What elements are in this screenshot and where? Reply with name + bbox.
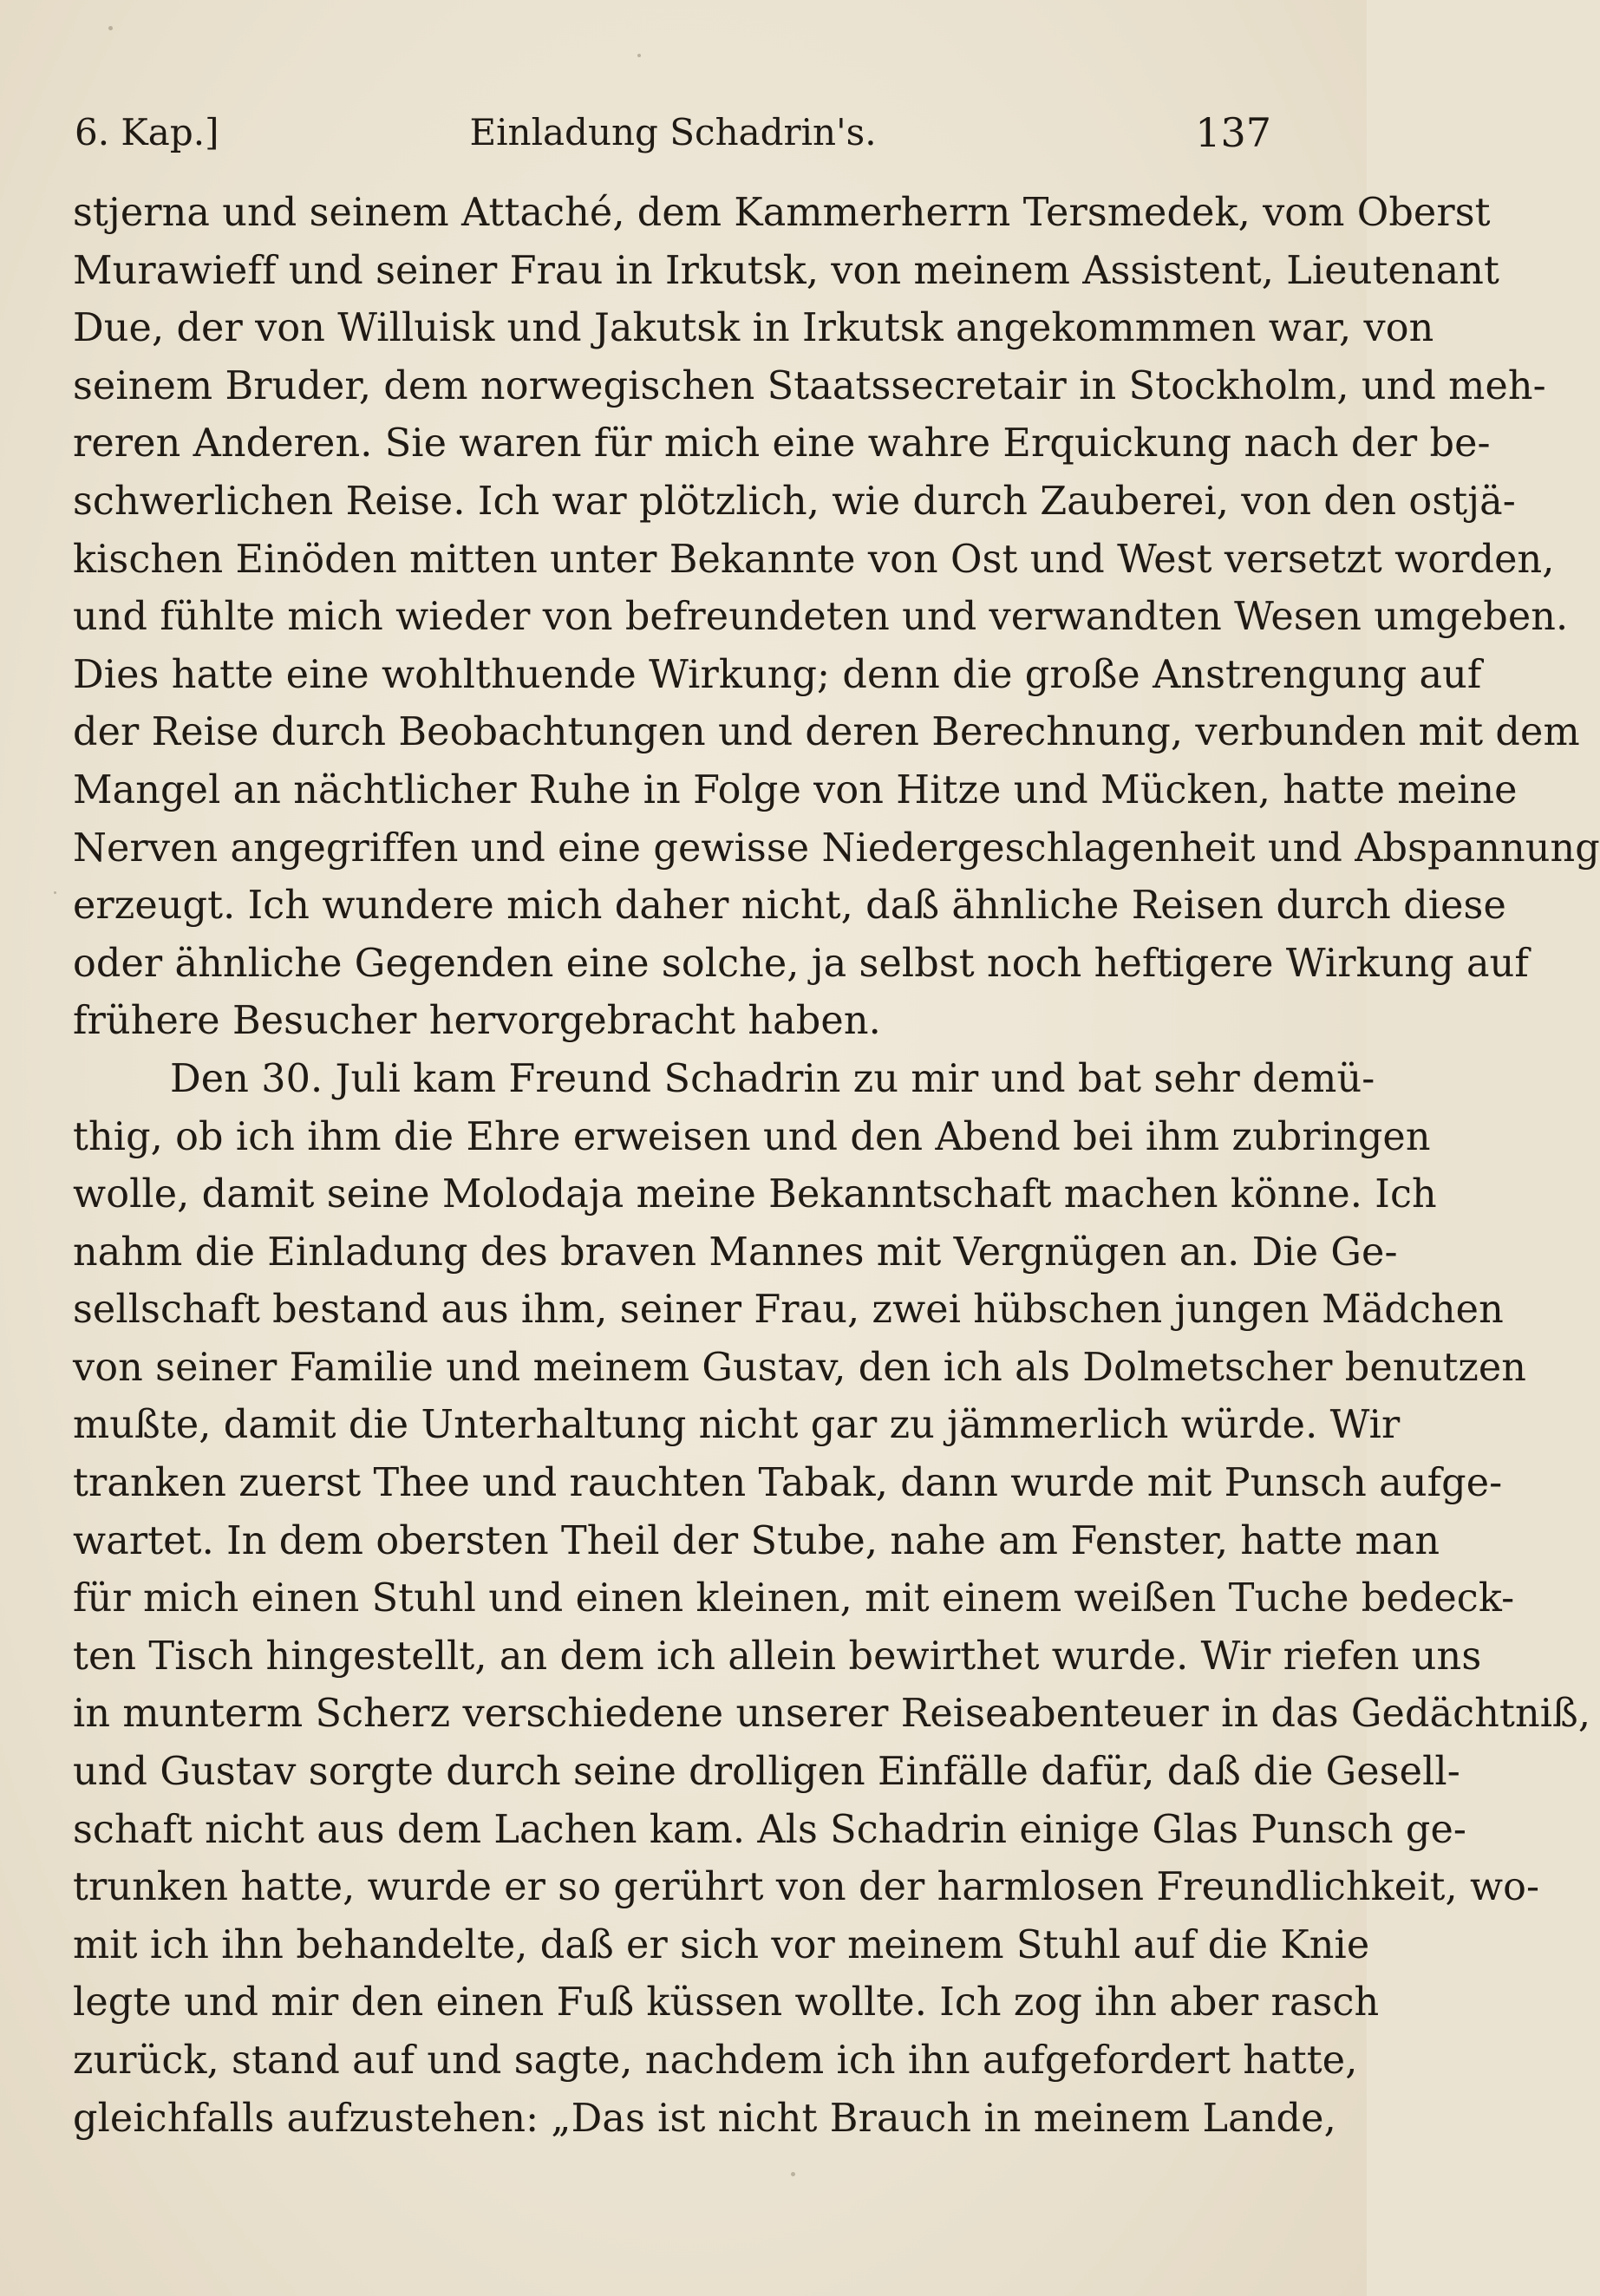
text-line: für mich einen Stuhl und einen kleinen, mit einem weißen Tuche bedeck- xyxy=(73,1576,1515,1621)
text-line: der Reise durch Beobachtungen und deren Berechnung, verbunden mit dem xyxy=(73,710,1580,755)
text-line: von seiner Familie und meinem Gustav, den ich als Dolmetscher benutzen xyxy=(73,1345,1527,1390)
text-line: seinem Bruder, dem norwegischen Staatssecretair in Stockholm, und meh- xyxy=(73,363,1546,408)
running-title: Einladung Schadrin's. xyxy=(469,111,877,153)
text-line: oder ähnliche Gegenden eine solche, ja selbst noch heftigere Wirkung auf xyxy=(73,941,1529,986)
text-line: Nerven angegriffen und eine gewisse Niedergeschlagenheit und Abspannung xyxy=(73,825,1600,871)
text-line: zurück, stand auf und sagte, nachdem ich ihn aufgefordert hatte, xyxy=(73,2038,1358,2083)
text-line: Murawieff und seiner Frau in Irkutsk, von meinem Assistent, Lieutenant xyxy=(73,248,1500,293)
text-line: sellschaft bestand aus ihm, seiner Frau, zwei hübschen jungen Mädchen xyxy=(73,1288,1504,1333)
text-line: Mangel an nächtlicher Ruhe in Folge von Hitze und Mücken, hatte meine xyxy=(73,767,1518,812)
paragraph-start-line: Den 30. Juli kam Freund Schadrin zu mir und bat sehr demü- xyxy=(170,1056,1375,1101)
text-line: schwerlichen Reise. Ich war plötzlich, wie durch Zauberei, von den ostjä- xyxy=(73,479,1516,524)
text-line: thig, ob ich ihm die Ehre erweisen und den Abend bei ihm zubringen xyxy=(73,1114,1431,1159)
text-line: mußte, damit die Unterhaltung nicht gar zu jämmerlich würde. Wir xyxy=(73,1403,1401,1448)
text-line: kischen Einöden mitten unter Bekannte von Ost und West versetzt worden, xyxy=(73,537,1555,582)
text-line: mit ich ihn behandelte, daß er sich vor meinem Stuhl auf die Knie xyxy=(73,1922,1370,1967)
text-line: wartet. In dem obersten Theil der Stube, nahe am Fenster, hatte man xyxy=(73,1518,1440,1563)
paragraph-end-line: frühere Besucher hervorgebracht haben. xyxy=(73,999,881,1044)
text-line: in munterm Scherz verschiedene unserer Reiseabenteuer in das Gedächtniß, xyxy=(73,1692,1591,1737)
text-line: und fühlte mich wieder von befreundeten und verwandten Wesen umgeben. xyxy=(73,595,1569,640)
text-line: stjerna und seinem Attaché, dem Kammerherrn Tersmedek, vom Oberst xyxy=(73,191,1491,235)
chapter-marker: 6. Kap.] xyxy=(75,111,219,153)
text-line: trunken hatte, wurde er so gerührt von der harmlosen Freundlichkeit, wo- xyxy=(73,1865,1540,1910)
text-line: tranken zuerst Thee und rauchten Tabak, dann wurde mit Punsch aufge- xyxy=(73,1461,1503,1506)
text-line: und Gustav sorgte durch seine drolligen Einfälle dafür, daß die Gesell- xyxy=(73,1750,1460,1795)
text-line: nahm die Einladung des braven Mannes mit Vergnügen an. Die Ge- xyxy=(73,1230,1398,1275)
text-line: Dies hatte eine wohlthuende Wirkung; denn die große Anstrengung auf xyxy=(73,652,1482,697)
body-text xyxy=(73,185,1600,2148)
page-number: 137 xyxy=(1195,109,1271,156)
text-line: schaft nicht aus dem Lachen kam. Als Schadrin einige Glas Punsch ge- xyxy=(73,1807,1467,1852)
text-line: ten Tisch hingestellt, an dem ich allein bewirthet wurde. Wir riefen uns xyxy=(73,1634,1482,1679)
text-line: Due, der von Willuisk und Jakutsk in Irkutsk angekommmen war, von xyxy=(73,306,1434,351)
text-line: legte und mir den einen Fuß küssen wollte. Ich zog ihn aber rasch xyxy=(73,1980,1380,2025)
text-line: wolle, damit seine Molodaja meine Bekanntschaft machen könne. Ich xyxy=(73,1172,1437,1217)
text-line: reren Anderen. Sie waren für mich eine wahre Erquickung nach der be- xyxy=(73,421,1491,466)
text-line: erzeugt. Ich wundere mich daher nicht, daß ähnliche Reisen durch diese xyxy=(73,884,1506,929)
running-header xyxy=(75,102,1271,163)
text-line: gleichfalls aufzustehen: „Das ist nicht Brauch in meinem Lande, xyxy=(73,2096,1336,2141)
